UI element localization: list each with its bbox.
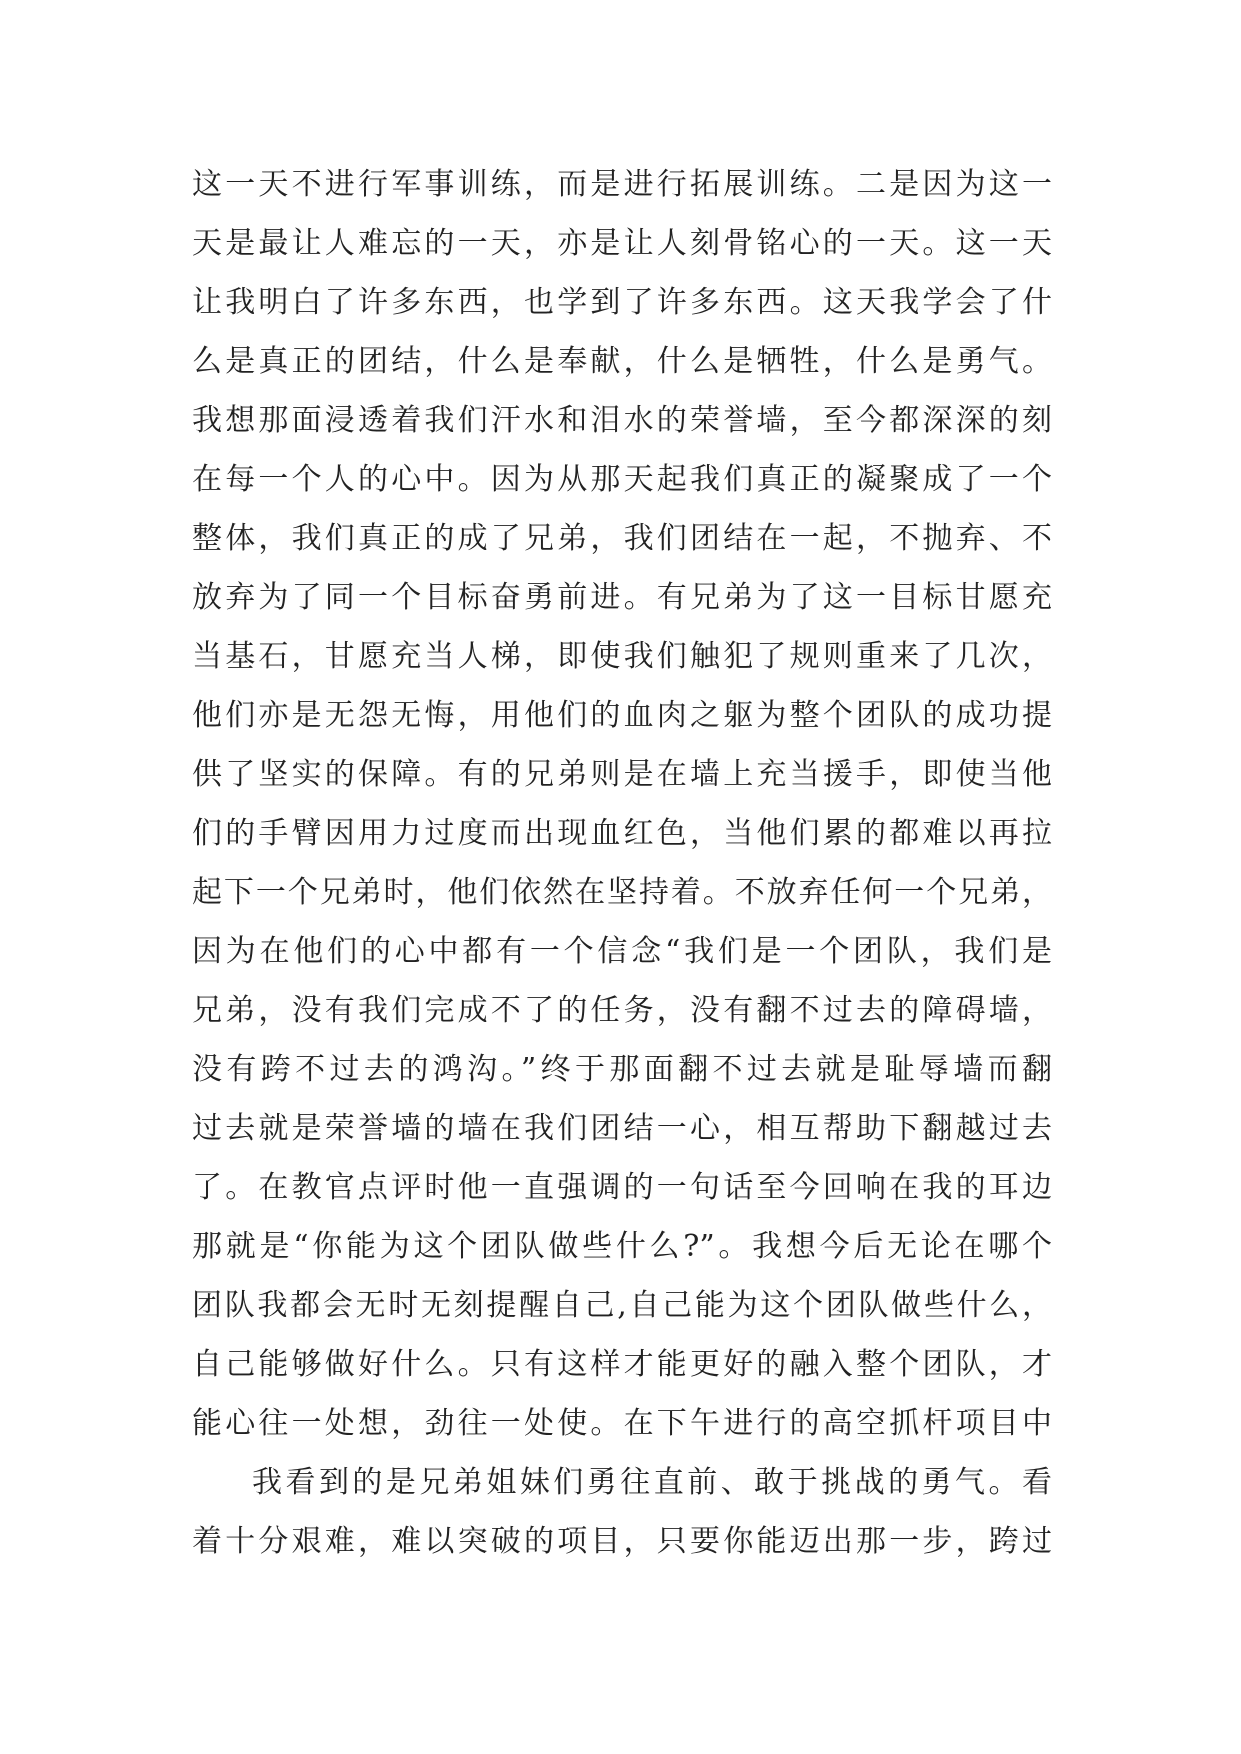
text-line: 让我明白了许多东西，也学到了许多东西。这天我学会了什 <box>192 285 1052 320</box>
text-line: 自己能够做好什么。只有这样才能更好的融入整个团队，才 <box>192 1347 1052 1382</box>
text-line: 我想那面浸透着我们汗水和泪水的荣誉墙，至今都深深的刻 <box>192 403 1052 438</box>
text-line: 他们亦是无怨无悔，用他们的血肉之躯为整个团队的成功提 <box>192 698 1052 733</box>
text-line: 整体，我们真正的成了兄弟，我们团结在一起，不抛弃、不 <box>192 521 1052 556</box>
text-line: 能心往一处想，劲往一处使。在下午进行的高空抓杆项目中 <box>192 1406 1052 1441</box>
text-line: 当基石，甘愿充当人梯，即使我们触犯了规则重来了几次， <box>192 639 1052 674</box>
text-line: 们的手臂因用力过度而出现血红色，当他们累的都难以再拉 <box>192 816 1052 851</box>
text-line: 么是真正的团结，什么是奉献，什么是牺牲，什么是勇气。 <box>192 344 1052 379</box>
text-line: 放弃为了同一个目标奋勇前进。有兄弟为了这一目标甘愿充 <box>192 580 1052 615</box>
text-line: 我看到的是兄弟姐妹们勇往直前、敢于挑战的勇气。看 <box>252 1465 1052 1500</box>
paragraph-2 <box>192 1453 1052 1571</box>
text-line: 这一天不进行军事训练，而是进行拓展训练。二是因为这一 <box>192 167 1052 202</box>
text-line: 因为在他们的心中都有一个信念“我们是一个团队，我们是 <box>192 934 1052 969</box>
text-line: 起下一个兄弟时，他们依然在坚持着。不放弃任何一个兄弟， <box>192 875 1052 910</box>
text-line: 供了坚实的保障。有的兄弟则是在墙上充当援手，即使当他 <box>192 757 1052 792</box>
text-line: 了。在教官点评时他一直强调的一句话至今回响在我的耳边 <box>192 1170 1052 1205</box>
text-line: 兄弟，没有我们完成不了的任务，没有翻不过去的障碍墙， <box>192 993 1052 1028</box>
text-line: 着十分艰难，难以突破的项目，只要你能迈出那一步，跨过 <box>192 1524 1052 1559</box>
text-line: 团队我都会无时无刻提醒自己,自己能为这个团队做些什么， <box>192 1288 1052 1323</box>
paragraph-1 <box>192 155 1052 1453</box>
body-text <box>192 155 1052 1571</box>
text-line: 那就是“你能为这个团队做些什么?”。我想今后无论在哪个 <box>192 1229 1052 1264</box>
text-line: 天是最让人难忘的一天，亦是让人刻骨铭心的一天。这一天 <box>192 226 1052 261</box>
text-line: 没有跨不过去的鸿沟。”终于那面翻不过去就是耻辱墙而翻 <box>192 1052 1052 1087</box>
text-line: 在每一个人的心中。因为从那天起我们真正的凝聚成了一个 <box>192 462 1052 497</box>
text-line: 过去就是荣誉墙的墙在我们团结一心，相互帮助下翻越过去 <box>192 1111 1052 1146</box>
